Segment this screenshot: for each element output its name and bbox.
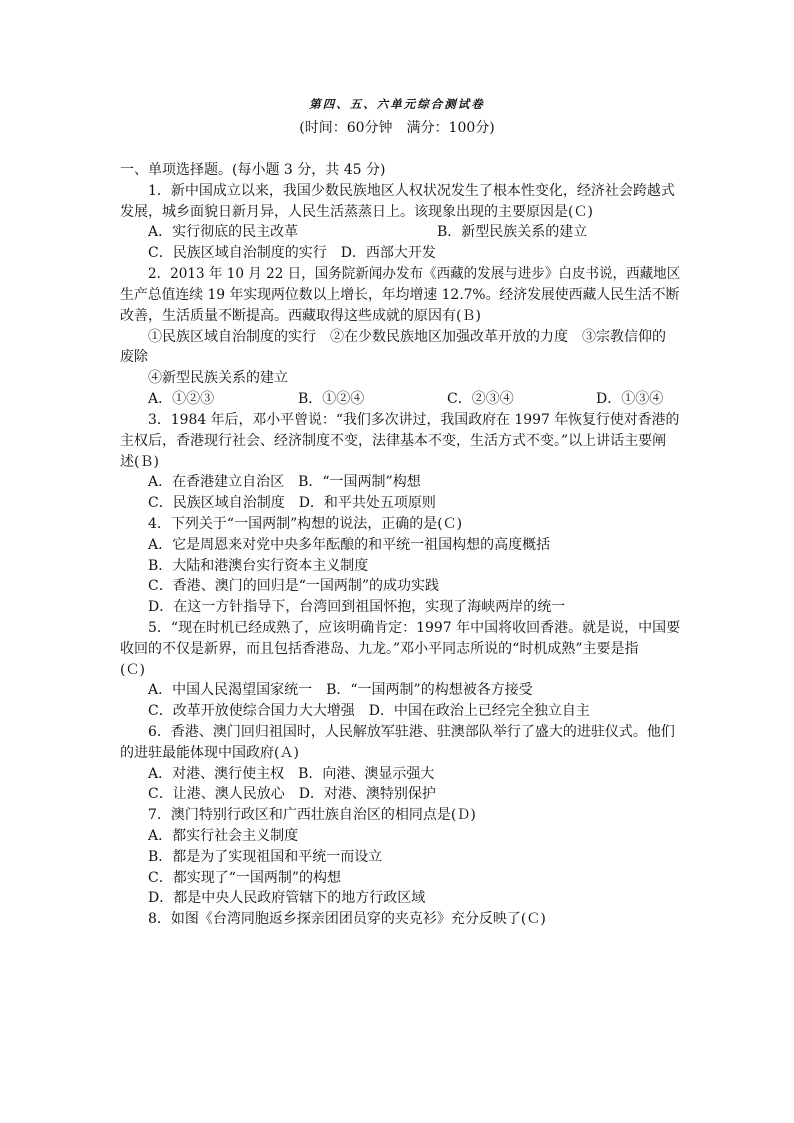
q7-option-a: A．都实行社会主义制度 (148, 828, 299, 844)
section-heading: 一、单项选择题。(每小题 3 分，共 45 分) (120, 162, 386, 178)
q7-stem: 7．澳门特别行政区和广西壮族自治区的相同点是(Ｄ) (148, 807, 476, 823)
q2-option-d: D．①③④ (596, 391, 664, 407)
q2-stem-line6: ④新型民族关系的建立 (148, 370, 288, 386)
q5-stem-line2: 收回的不仅是新界，而且包括香港岛、九龙。”邓小平同志所说的“时机成熟”主要是指 (120, 641, 639, 657)
q2-stem-line1: 2．2013 年 10 月 22 日，国务院新闻办发布《西藏的发展与进步》白皮书说，西藏地区 (148, 266, 681, 282)
q5-stem-line1: 5．“现在时机已经成熟了，应该明确肯定：1997 年中国将收回香港。就是说，中国要 (148, 620, 681, 636)
q4-option-b: B．大陆和港澳台实行资本主义制度 (148, 558, 369, 574)
q3-options-cd: C．民族区域自治制度 D．和平共处五项原则 (148, 495, 436, 511)
q6-stem-line2: 的进驻最能体现中国政府(Ａ) (120, 745, 299, 761)
q3-options-ab: A．在香港建立自治区 B．“一国两制”构想 (148, 474, 421, 490)
q2-option-a: A．①②③ (148, 391, 215, 407)
q2-option-b: B．①②④ (298, 391, 365, 407)
q1-option-b: B．新型民族关系的建立 (437, 224, 588, 240)
q3-stem-line3: 述(Ｂ) (120, 454, 159, 470)
q2-stem-line2: 生产总值连续 19 年实现两位数以上增长，年均增速 12.7%。经济发展使西藏人民生活不断 (120, 287, 680, 303)
q2-option-c: C．②③④ (447, 391, 514, 407)
q1-options-cd: C．民族区域自治制度的实行 D．西部大开发 (148, 245, 436, 261)
q1-stem-line1: 1．新中国成立以来，我国少数民族地区人权状况发生了根本性变化，经济社会跨越式 (148, 183, 675, 199)
q6-stem-line1: 6．香港、澳门回归祖国时，人民解放军驻港、驻澳部队举行了盛大的进驻仪式。他们 (148, 724, 675, 740)
q1-stem-line2: 发展，城乡面貌日新月异，人民生活蒸蒸日上。该现象出现的主要原因是(Ｃ) (120, 204, 593, 220)
q2-stem-line5: 废除 (120, 349, 148, 365)
q7-option-d: D．都是中央人民政府管辖下的地方行政区域 (148, 890, 426, 906)
q1-option-a: A．实行彻底的民主改革 (148, 224, 299, 240)
exam-info: (时间：60分钟 满分：100分) (299, 120, 495, 136)
q8-stem: 8．如图《台湾同胞返乡探亲团团员穿的夹克衫》充分反映了(Ｃ) (148, 911, 546, 927)
q3-stem-line2: 主权后，香港现行社会、经济制度不变，法律基本不变，生活方式不变。”以上讲话主要阐 (120, 433, 667, 449)
page-title: 第四、五、六单元综合测试卷 (309, 97, 485, 111)
q3-stem-line1: 3．1984 年后，邓小平曾说：“我们多次讲过，我国政府在 1997 年恢复行使对香港的 (148, 412, 680, 428)
q5-options-cd: C．改革开放使综合国力大大增强 D．中国在政治上已经完全独立自主 (148, 703, 590, 719)
q2-stem-line3: 改善，生活质量不断提高。西藏取得这些成就的原因有(Ｂ) (120, 308, 481, 324)
q4-option-d: D．在这一方针指导下，台湾回到祖国怀抱，实现了海峡两岸的统一 (148, 599, 566, 615)
q4-option-a: A．它是周恩来对党中央多年酝酿的和平统一祖国构想的高度概括 (148, 537, 551, 553)
q2-stem-line4: ①民族区域自治制度的实行 ②在少数民族地区加强改革开放的力度 ③宗教信仰的 (148, 329, 666, 345)
q5-stem-line3: (Ｃ) (120, 662, 145, 678)
q4-stem: 4．下列关于“一国两制”构想的说法，正确的是(Ｃ) (148, 516, 463, 532)
q6-options-ab: A．对港、澳行使主权 B．向港、澳显示强大 (148, 766, 435, 782)
q5-options-ab: A．中国人民渴望国家统一 B．“一国两制”的构想被各方接受 (148, 682, 533, 698)
q7-option-c: C．都实现了“一国两制”的构想 (148, 870, 342, 886)
q4-option-c: C．香港、澳门的回归是“一国两制”的成功实践 (148, 578, 440, 594)
q7-option-b: B．都是为了实现祖国和平统一而设立 (148, 849, 383, 865)
q6-options-cd: C．让港、澳人民放心 D．对港、澳特别保护 (148, 786, 436, 802)
